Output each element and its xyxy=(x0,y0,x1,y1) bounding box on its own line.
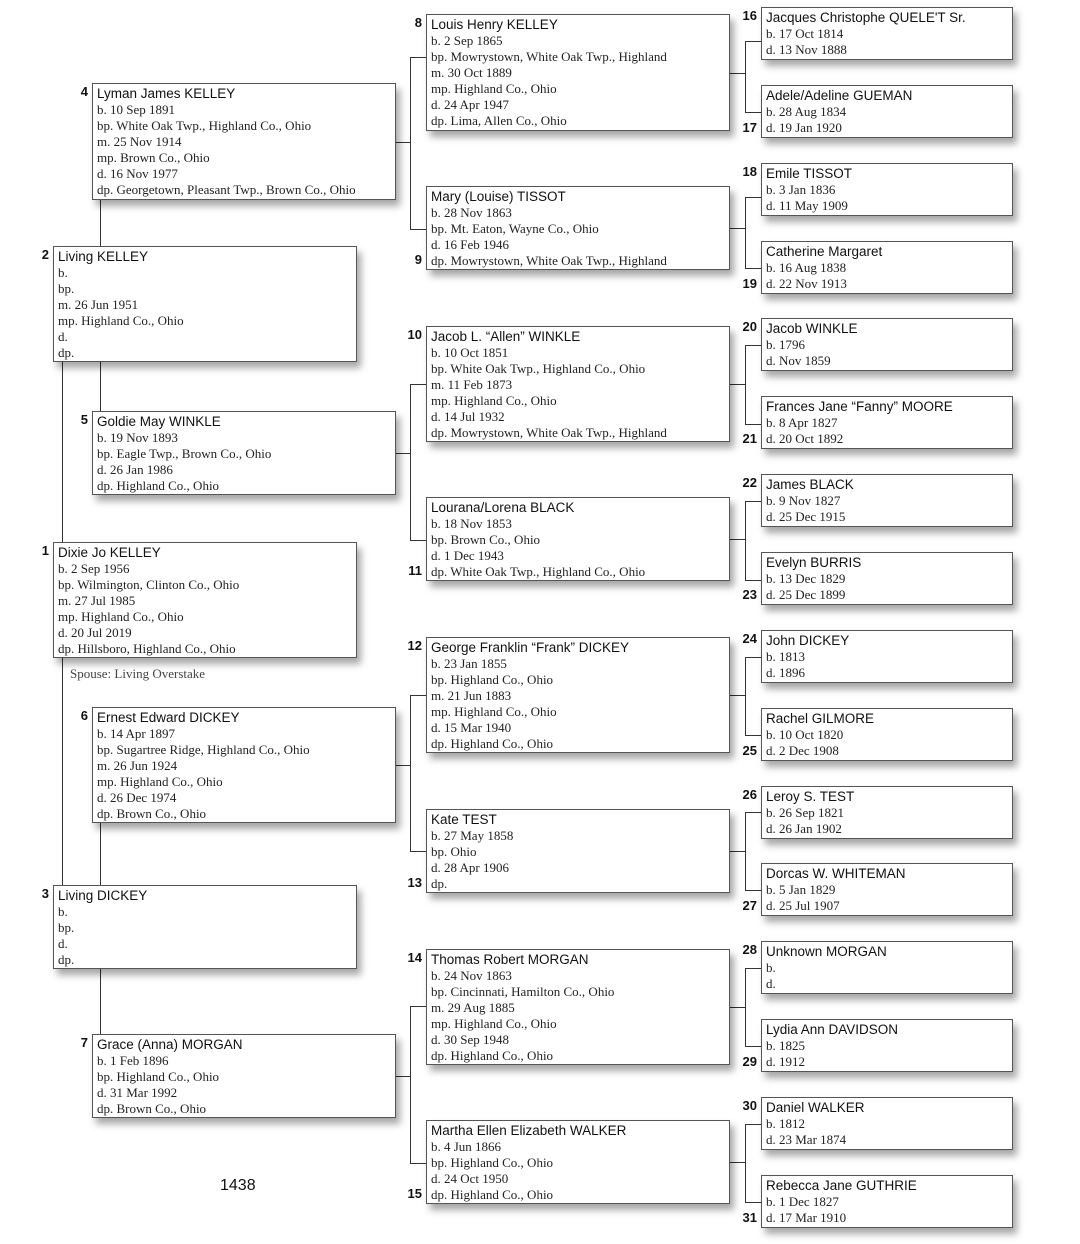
bracket-9 xyxy=(745,197,761,198)
person-detail: b. 2 Sep 1865 xyxy=(431,33,503,48)
person-detail: d. 24 Apr 1947 xyxy=(431,96,509,112)
person-detail: b. 1 Feb 1896 xyxy=(97,1053,169,1068)
person-detail: bp. Ohio xyxy=(431,843,477,859)
person-name: Daniel WALKER xyxy=(766,1100,865,1115)
bracket-6 xyxy=(396,765,410,766)
person-detail: mp. Highland Co., Ohio xyxy=(431,1015,557,1031)
person-detail: b. xyxy=(58,265,68,280)
bracket-14 xyxy=(745,968,746,1047)
person-box-22[interactable] xyxy=(761,474,1013,527)
bracket-15 xyxy=(745,1124,761,1125)
person-box-12[interactable] xyxy=(426,637,730,753)
person-box-6[interactable] xyxy=(92,707,396,823)
person-detail: b. 5 Jan 1829 xyxy=(766,882,836,897)
ahnentafel-number: 12 xyxy=(407,638,422,653)
ahnentafel-number: 22 xyxy=(742,475,757,490)
person-detail: b. 1813 xyxy=(766,649,805,664)
person-detail: b. 1 Dec 1827 xyxy=(766,1194,839,1209)
connector-line xyxy=(62,362,63,542)
person-detail: b. 26 Sep 1821 xyxy=(766,805,844,820)
person-detail: d. 1912 xyxy=(766,1053,805,1069)
person-name: Leroy S. TEST xyxy=(766,789,855,804)
person-detail: m. 21 Jun 1883 xyxy=(431,687,512,703)
ahnentafel-number: 19 xyxy=(742,276,757,291)
person-detail: b. 3 Jan 1836 xyxy=(766,182,836,197)
person-detail: m. 30 Oct 1889 xyxy=(431,64,512,80)
connector-line xyxy=(100,823,101,885)
person-detail: bp. White Oak Twp., Highland Co., Ohio xyxy=(431,360,646,376)
person-detail: dp. Brown Co., Ohio xyxy=(97,1100,207,1116)
person-box-25[interactable] xyxy=(761,708,1013,761)
ahnentafel-number: 9 xyxy=(414,252,422,267)
person-detail: b. 18 Nov 1853 xyxy=(431,516,512,531)
person-detail: dp. Highland Co., Ohio xyxy=(431,1047,554,1063)
bracket-5 xyxy=(410,540,426,541)
person-name: Jacob L. “Allen” WINKLE xyxy=(431,329,581,344)
ahnentafel-number: 5 xyxy=(80,412,88,427)
person-detail: d. 31 Mar 1992 xyxy=(97,1084,178,1100)
person-detail: bp. xyxy=(58,919,75,935)
bracket-14 xyxy=(745,968,761,969)
bracket-10 xyxy=(745,424,761,425)
bracket-5 xyxy=(396,453,410,454)
bracket-15 xyxy=(745,1124,746,1203)
person-box-13[interactable] xyxy=(426,809,730,893)
ahnentafel-number: 6 xyxy=(80,708,88,723)
person-detail: dp. Georgetown, Pleasant Twp., Brown Co., Ohio xyxy=(97,181,356,197)
person-detail: d. 30 Sep 1948 xyxy=(431,1031,509,1047)
person-name: Frances Jane “Fanny” MOORE xyxy=(766,399,953,414)
person-detail: dp. Highland Co., Ohio xyxy=(431,735,554,751)
ahnentafel-number: 17 xyxy=(742,120,757,135)
person-detail: bp. Wilmington, Clinton Co., Ohio xyxy=(58,576,240,592)
ahnentafel-number: 20 xyxy=(742,319,757,334)
person-detail: mp. Highland Co., Ohio xyxy=(431,80,557,96)
person-detail: d. 11 May 1909 xyxy=(766,197,848,213)
bracket-9 xyxy=(745,197,746,269)
bracket-5 xyxy=(410,384,426,385)
person-detail: b. 1796 xyxy=(766,337,805,352)
person-detail: b. 17 Oct 1814 xyxy=(766,26,844,41)
person-detail: bp. Highland Co., Ohio xyxy=(431,671,554,687)
bracket-8 xyxy=(730,73,745,74)
ahnentafel-number: 29 xyxy=(742,1054,757,1069)
person-detail: d. 22 Nov 1913 xyxy=(766,275,847,291)
person-detail: m. 25 Nov 1914 xyxy=(97,133,182,149)
person-detail: d. 19 Jan 1920 xyxy=(766,119,842,135)
person-detail: d. 26 Jan 1986 xyxy=(97,461,173,477)
person-box-1[interactable] xyxy=(53,542,357,658)
ahnentafel-number: 21 xyxy=(742,431,757,446)
person-detail: d. 26 Jan 1902 xyxy=(766,820,842,836)
person-detail: d. xyxy=(766,975,776,991)
bracket-10 xyxy=(745,345,746,425)
person-detail: d. 25 Jul 1907 xyxy=(766,897,840,913)
person-box-26[interactable] xyxy=(761,786,1013,839)
person-name: Living DICKEY xyxy=(58,888,148,903)
person-box-30[interactable] xyxy=(761,1097,1013,1150)
ahnentafel-number: 8 xyxy=(414,15,422,30)
person-detail: d. 13 Nov 1888 xyxy=(766,41,847,57)
person-detail: bp. Eagle Twp., Brown Co., Ohio xyxy=(97,445,272,461)
person-box-8[interactable] xyxy=(426,14,730,131)
person-detail: d. 1 Dec 1943 xyxy=(431,547,504,563)
person-detail: bp. Sugartree Ridge, Highland Co., Ohio xyxy=(97,741,310,757)
person-detail: bp. Mowrystown, White Oak Twp., Highland xyxy=(431,48,667,64)
ahnentafel-number: 7 xyxy=(80,1035,88,1050)
person-detail: dp. xyxy=(58,344,75,360)
person-detail: mp. Highland Co., Ohio xyxy=(97,773,223,789)
person-detail: d. 1896 xyxy=(766,664,805,680)
person-name: Goldie May WINKLE xyxy=(97,414,221,429)
bracket-7 xyxy=(410,1006,411,1164)
person-name: Evelyn BURRIS xyxy=(766,555,862,570)
person-detail: d. 14 Jul 1932 xyxy=(431,408,505,424)
ahnentafel-number: 3 xyxy=(41,886,49,901)
person-box-16[interactable] xyxy=(761,7,1013,60)
person-detail: bp. Brown Co., Ohio xyxy=(431,531,541,547)
connector-line xyxy=(100,200,101,246)
ahnentafel-number: 23 xyxy=(742,587,757,602)
person-box-28[interactable] xyxy=(761,941,1013,994)
person-box-5[interactable] xyxy=(92,411,396,495)
bracket-8 xyxy=(745,41,746,113)
person-detail: m. 27 Jul 1985 xyxy=(58,592,136,608)
person-detail: mp. Highland Co., Ohio xyxy=(431,703,557,719)
person-detail: dp. Brown Co., Ohio xyxy=(97,805,207,821)
person-detail: dp. Hillsboro, Highland Co., Ohio xyxy=(58,640,236,656)
person-detail: d. 28 Apr 1906 xyxy=(431,859,509,875)
person-detail: d. 25 Dec 1899 xyxy=(766,586,846,602)
person-detail: b. 24 Nov 1863 xyxy=(431,968,512,983)
person-box-3[interactable] xyxy=(53,885,357,969)
bracket-14 xyxy=(745,1046,761,1047)
bracket-13 xyxy=(745,812,761,813)
person-box-24[interactable] xyxy=(761,630,1013,683)
person-detail: b. 10 Sep 1891 xyxy=(97,102,175,117)
person-detail: b. 14 Apr 1897 xyxy=(97,726,175,741)
person-detail: dp. Lima, Allen Co., Ohio xyxy=(431,112,567,128)
person-detail: dp. xyxy=(431,875,448,891)
bracket-8 xyxy=(745,41,761,42)
person-detail: dp. Mowrystown, White Oak Twp., Highland xyxy=(431,424,667,440)
person-box-9[interactable] xyxy=(426,186,730,270)
person-name: Jacques Christophe QUELE'T Sr. xyxy=(766,10,966,25)
connector-line xyxy=(100,969,101,1034)
person-name: Thomas Robert MORGAN xyxy=(431,952,589,967)
person-detail: d. Nov 1859 xyxy=(766,352,831,368)
person-box-21[interactable] xyxy=(761,396,1013,449)
person-detail: mp. Highland Co., Ohio xyxy=(431,392,557,408)
person-name: Ernest Edward DICKEY xyxy=(97,710,240,725)
bracket-12 xyxy=(745,735,761,736)
person-box-29[interactable] xyxy=(761,1019,1013,1072)
bracket-6 xyxy=(410,851,426,852)
ahnentafel-number: 15 xyxy=(407,1186,422,1201)
bracket-9 xyxy=(745,268,761,269)
person-name: Catherine Margaret xyxy=(766,244,883,259)
person-detail: b. 28 Nov 1863 xyxy=(431,205,512,220)
person-name: Kate TEST xyxy=(431,812,497,827)
person-detail: b. 8 Apr 1827 xyxy=(766,415,838,430)
ahnentafel-number: 27 xyxy=(742,898,757,913)
person-box-19[interactable] xyxy=(761,241,1013,294)
person-detail: dp. Highland Co., Ohio xyxy=(97,477,220,493)
person-box-11[interactable] xyxy=(426,497,730,581)
person-box-7[interactable] xyxy=(92,1034,396,1118)
person-detail: d. 23 Mar 1874 xyxy=(766,1131,847,1147)
person-name: Louis Henry KELLEY xyxy=(431,17,558,32)
connector-line xyxy=(62,658,63,885)
person-name: Martha Ellen Elizabeth WALKER xyxy=(431,1123,627,1138)
person-box-17[interactable] xyxy=(761,85,1013,138)
person-detail: dp. Highland Co., Ohio xyxy=(431,1186,554,1202)
bracket-4 xyxy=(410,57,426,58)
bracket-8 xyxy=(745,112,761,113)
ahnentafel-number: 2 xyxy=(41,247,49,262)
ahnentafel-number: 30 xyxy=(742,1098,757,1113)
ahnentafel-number: 13 xyxy=(407,875,422,890)
bracket-4 xyxy=(396,142,410,143)
person-box-23[interactable] xyxy=(761,552,1013,605)
ahnentafel-number: 14 xyxy=(407,950,422,965)
person-detail: b. 2 Sep 1956 xyxy=(58,561,130,576)
bracket-7 xyxy=(410,1006,426,1007)
person-detail: m. 26 Jun 1951 xyxy=(58,296,139,312)
person-detail: bp. Highland Co., Ohio xyxy=(431,1154,554,1170)
person-name: Unknown MORGAN xyxy=(766,944,887,959)
person-detail: bp. White Oak Twp., Highland Co., Ohio xyxy=(97,117,312,133)
person-name: Lyman James KELLEY xyxy=(97,86,236,101)
person-detail: m. 29 Aug 1885 xyxy=(431,999,515,1015)
person-detail: d. 16 Feb 1946 xyxy=(431,236,509,252)
bracket-10 xyxy=(745,345,761,346)
ahnentafel-number: 25 xyxy=(742,743,757,758)
bracket-11 xyxy=(730,539,745,540)
ahnentafel-number: 4 xyxy=(80,84,88,99)
ahnentafel-number: 10 xyxy=(407,327,422,342)
person-detail: d. xyxy=(58,328,68,344)
bracket-11 xyxy=(745,501,746,581)
person-detail: d. xyxy=(58,935,68,951)
ahnentafel-number: 16 xyxy=(742,8,757,23)
person-detail: mp. Brown Co., Ohio xyxy=(97,149,210,165)
bracket-12 xyxy=(745,657,746,736)
person-name: Living KELLEY xyxy=(58,249,149,264)
person-box-18[interactable] xyxy=(761,163,1013,216)
bracket-5 xyxy=(410,384,411,541)
person-detail: b. 4 Jun 1866 xyxy=(431,1139,502,1154)
bracket-13 xyxy=(730,851,745,852)
person-box-10[interactable] xyxy=(426,326,730,442)
person-name: Lydia Ann DAVIDSON xyxy=(766,1022,899,1037)
person-name: Emile TISSOT xyxy=(766,166,853,181)
person-detail: b. xyxy=(766,960,776,975)
bracket-15 xyxy=(745,1202,761,1203)
person-detail: d. 20 Jul 2019 xyxy=(58,624,132,640)
bracket-9 xyxy=(730,228,745,229)
bracket-11 xyxy=(745,580,761,581)
person-detail: d. 25 Dec 1915 xyxy=(766,508,846,524)
connector-line xyxy=(100,362,101,411)
person-detail: bp. Cincinnati, Hamilton Co., Ohio xyxy=(431,983,615,999)
person-detail: b. 23 Jan 1855 xyxy=(431,656,507,671)
person-detail: bp. xyxy=(58,280,75,296)
person-name: Rebecca Jane GUTHRIE xyxy=(766,1178,917,1193)
person-detail: b. 16 Aug 1838 xyxy=(766,260,847,275)
person-detail: b. 10 Oct 1851 xyxy=(431,345,509,360)
person-detail: dp. Mowrystown, White Oak Twp., Highland xyxy=(431,252,667,268)
person-detail: d. 16 Nov 1977 xyxy=(97,165,178,181)
person-box-20[interactable] xyxy=(761,318,1013,371)
person-detail: mp. Highland Co., Ohio xyxy=(58,312,184,328)
person-detail: d. 24 Oct 1950 xyxy=(431,1170,509,1186)
person-name: Dorcas W. WHITEMAN xyxy=(766,866,906,881)
bracket-6 xyxy=(410,695,426,696)
person-box-31[interactable] xyxy=(761,1175,1013,1228)
person-detail: b. 13 Dec 1829 xyxy=(766,571,846,586)
person-detail: b. 10 Oct 1820 xyxy=(766,727,844,742)
person-detail: m. 11 Feb 1873 xyxy=(431,376,513,392)
person-name: Jacob WINKLE xyxy=(766,321,858,336)
person-detail: b. 27 May 1858 xyxy=(431,828,514,843)
person-box-15[interactable] xyxy=(426,1120,730,1204)
person-detail: b. 1825 xyxy=(766,1038,805,1053)
ahnentafel-number: 28 xyxy=(742,942,757,957)
person-name: Lourana/Lorena BLACK xyxy=(431,500,575,515)
bracket-12 xyxy=(745,657,761,658)
bracket-13 xyxy=(745,890,761,891)
bracket-6 xyxy=(410,695,411,852)
ahnentafel-number: 1 xyxy=(41,543,49,558)
bracket-7 xyxy=(410,1163,426,1164)
person-box-14[interactable] xyxy=(426,949,730,1065)
person-detail: dp. White Oak Twp., Highland Co., Ohio xyxy=(431,563,646,579)
person-name: James BLACK xyxy=(766,477,854,492)
bracket-14 xyxy=(730,1007,745,1008)
person-detail: b. xyxy=(58,904,68,919)
bracket-12 xyxy=(730,695,745,696)
person-detail: b. 19 Nov 1893 xyxy=(97,430,178,445)
person-detail: b. 1812 xyxy=(766,1116,805,1131)
person-detail: m. 26 Jun 1924 xyxy=(97,757,178,773)
bracket-4 xyxy=(410,229,426,230)
ahnentafel-number: 11 xyxy=(408,563,422,578)
person-detail: b. 28 Aug 1834 xyxy=(766,104,847,119)
ahnentafel-number: 24 xyxy=(742,631,757,646)
bracket-15 xyxy=(730,1162,745,1163)
person-name: Dixie Jo KELLEY xyxy=(58,545,161,560)
person-detail: d. 20 Oct 1892 xyxy=(766,430,844,446)
ahnentafel-number: 26 xyxy=(742,787,757,802)
person-detail: d. 26 Dec 1974 xyxy=(97,789,177,805)
person-name: Mary (Louise) TISSOT xyxy=(431,189,566,204)
person-name: Rachel GILMORE xyxy=(766,711,875,726)
ahnentafel-number: 31 xyxy=(742,1210,757,1225)
person-box-4[interactable] xyxy=(92,83,396,200)
bracket-4 xyxy=(410,57,411,230)
page-number: 1438 xyxy=(220,1177,256,1194)
person-detail: b. 9 Nov 1827 xyxy=(766,493,841,508)
person-box-2[interactable] xyxy=(53,246,357,362)
person-detail: dp. xyxy=(58,951,75,967)
bracket-13 xyxy=(745,812,746,891)
person-name: George Franklin “Frank” DICKEY xyxy=(431,640,630,655)
person-detail: d. 17 Mar 1910 xyxy=(766,1209,847,1225)
person-name: Adele/Adeline GUEMAN xyxy=(766,88,913,103)
person-detail: bp. Highland Co., Ohio xyxy=(97,1068,220,1084)
person-box-27[interactable] xyxy=(761,863,1013,916)
spouse-note: Spouse: Living Overstake xyxy=(70,666,206,681)
ahnentafel-number: 18 xyxy=(742,164,757,179)
person-detail: d. 15 Mar 1940 xyxy=(431,719,512,735)
bracket-11 xyxy=(745,501,761,502)
bracket-7 xyxy=(396,1076,410,1077)
person-detail: d. 2 Dec 1908 xyxy=(766,742,839,758)
person-name: John DICKEY xyxy=(766,633,850,648)
person-name: Grace (Anna) MORGAN xyxy=(97,1037,243,1052)
person-detail: bp. Mt. Eaton, Wayne Co., Ohio xyxy=(431,220,599,236)
bracket-10 xyxy=(730,384,745,385)
person-detail: mp. Highland Co., Ohio xyxy=(58,608,184,624)
